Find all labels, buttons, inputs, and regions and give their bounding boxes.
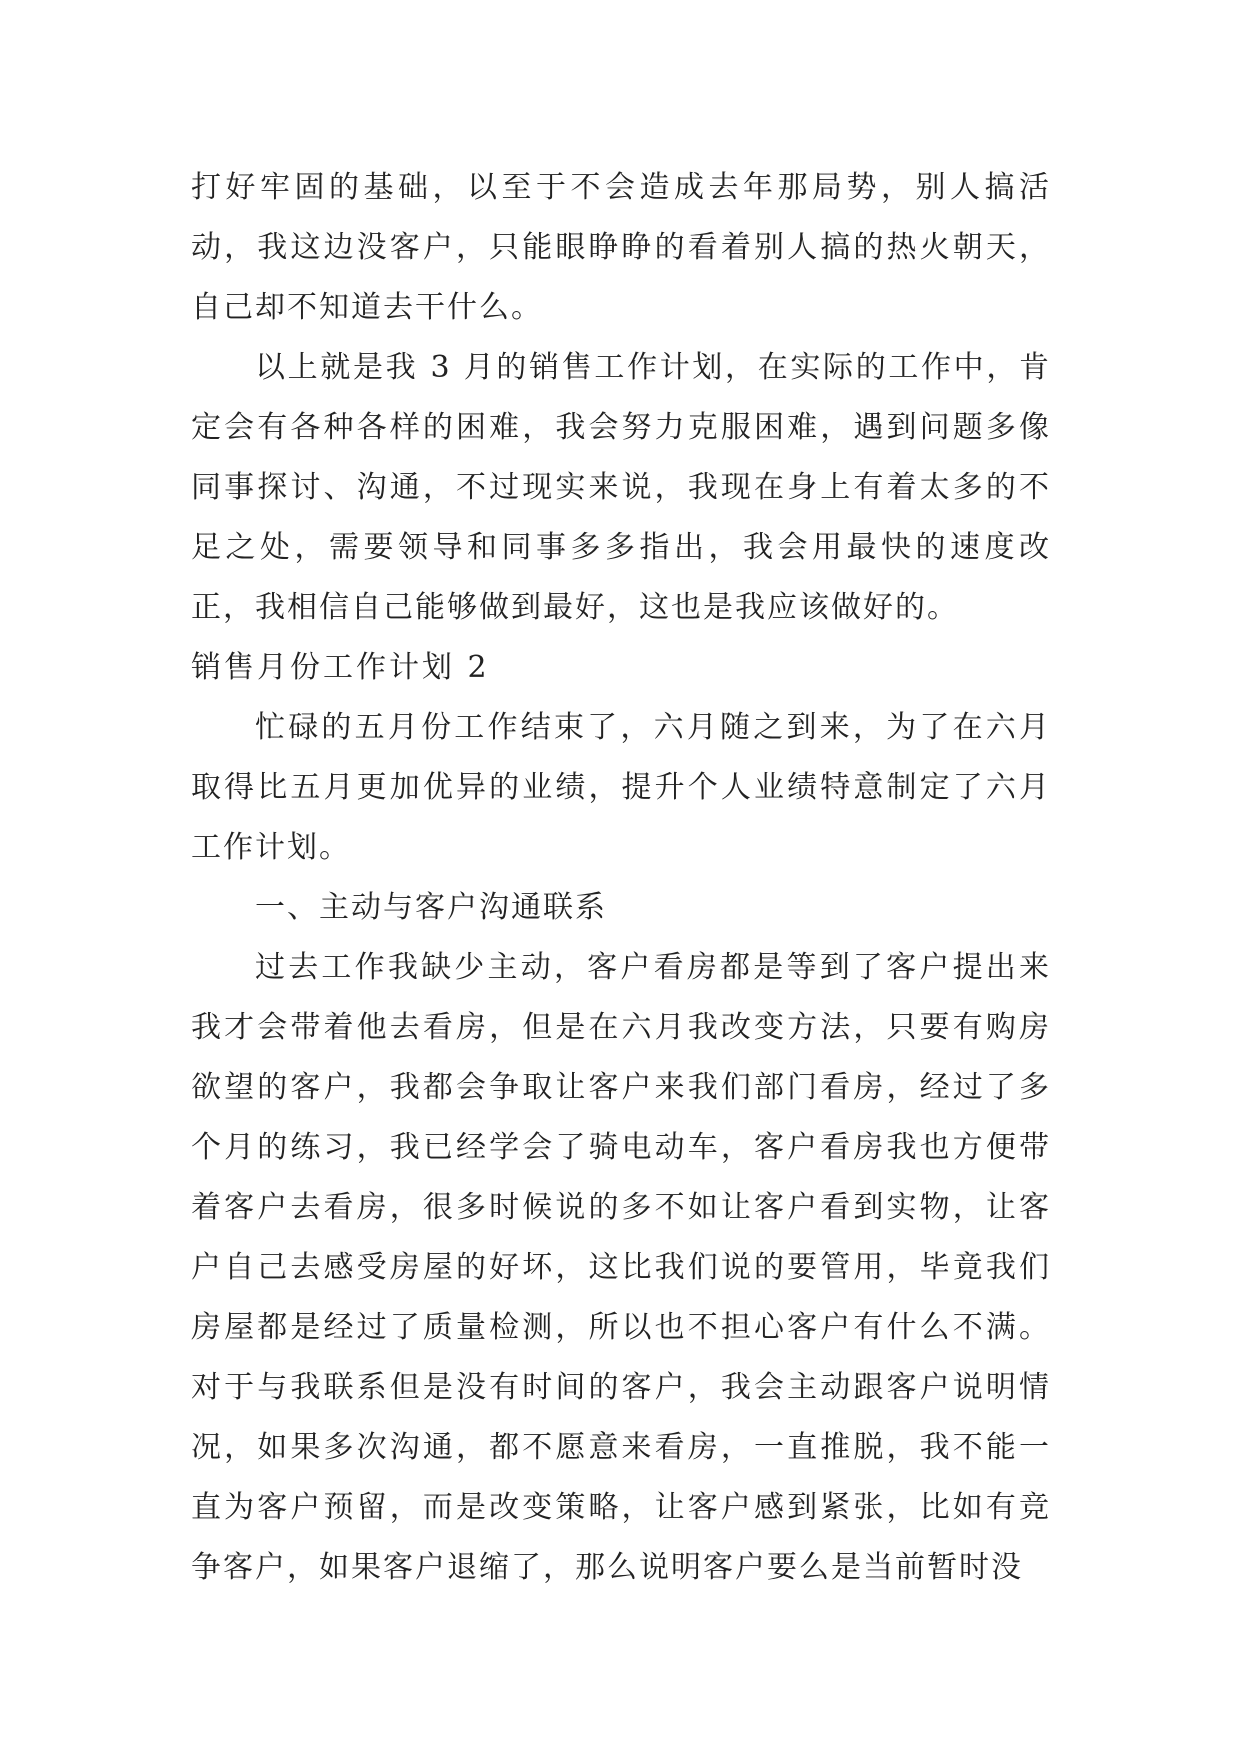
paragraph: 过去工作我缺少主动，客户看房都是等到了客户提出来我才会带着他去看房，但是在六月我改变方法，只要有购房欲望的客户，我都会争取让客户来我们部门看房，经过了多个月的练习，我已经学会了骑电动车，客户看房我也方便带着客户去看房，很多时候说的多不如让客户看到实物，让客户自己去感受房屋的好坏，这比我们说的要管用，毕竟我们房屋都是经过了质量检测，所以也不担心客户有什么不满。对于与我联系但是没有时间的客户，我会主动跟客户说明情况，如果多次沟通，都不愿意来看房，一直推脱，我不能一直为客户预留，而是改变策略，让客户感到紧张，比如有竞争客户，如果客户退缩了，那么说明客户要么是当前暂时没 xyxy=(191,950,1051,1585)
section-heading: 销售月份工作计划 2 xyxy=(191,650,490,685)
paragraph: 打好牢固的基础，以至于不会造成去年那局势，别人搞活动，我这边没客户，只能眼睁睁的看着别人搞的热火朝天，自己却不知道去干什么。 xyxy=(191,170,1051,325)
subheading: 一、主动与客户沟通联系 xyxy=(255,890,607,925)
paragraph: 忙碌的五月份工作结束了，六月随之到来，为了在六月取得比五月更加优异的业绩，提升个人业绩特意制定了六月工作计划。 xyxy=(191,710,1051,865)
paragraph: 以上就是我 3 月的销售工作计划，在实际的工作中，肯定会有各种各样的困难，我会努力克服困难，遇到问题多像同事探讨、沟通，不过现实来说，我现在身上有着太多的不足之处，需要领导和同事多多指出，我会用最快的速度改正，我相信自己能够做到最好，这也是我应该做好的。 xyxy=(191,350,1051,625)
document-body xyxy=(191,158,1051,1598)
